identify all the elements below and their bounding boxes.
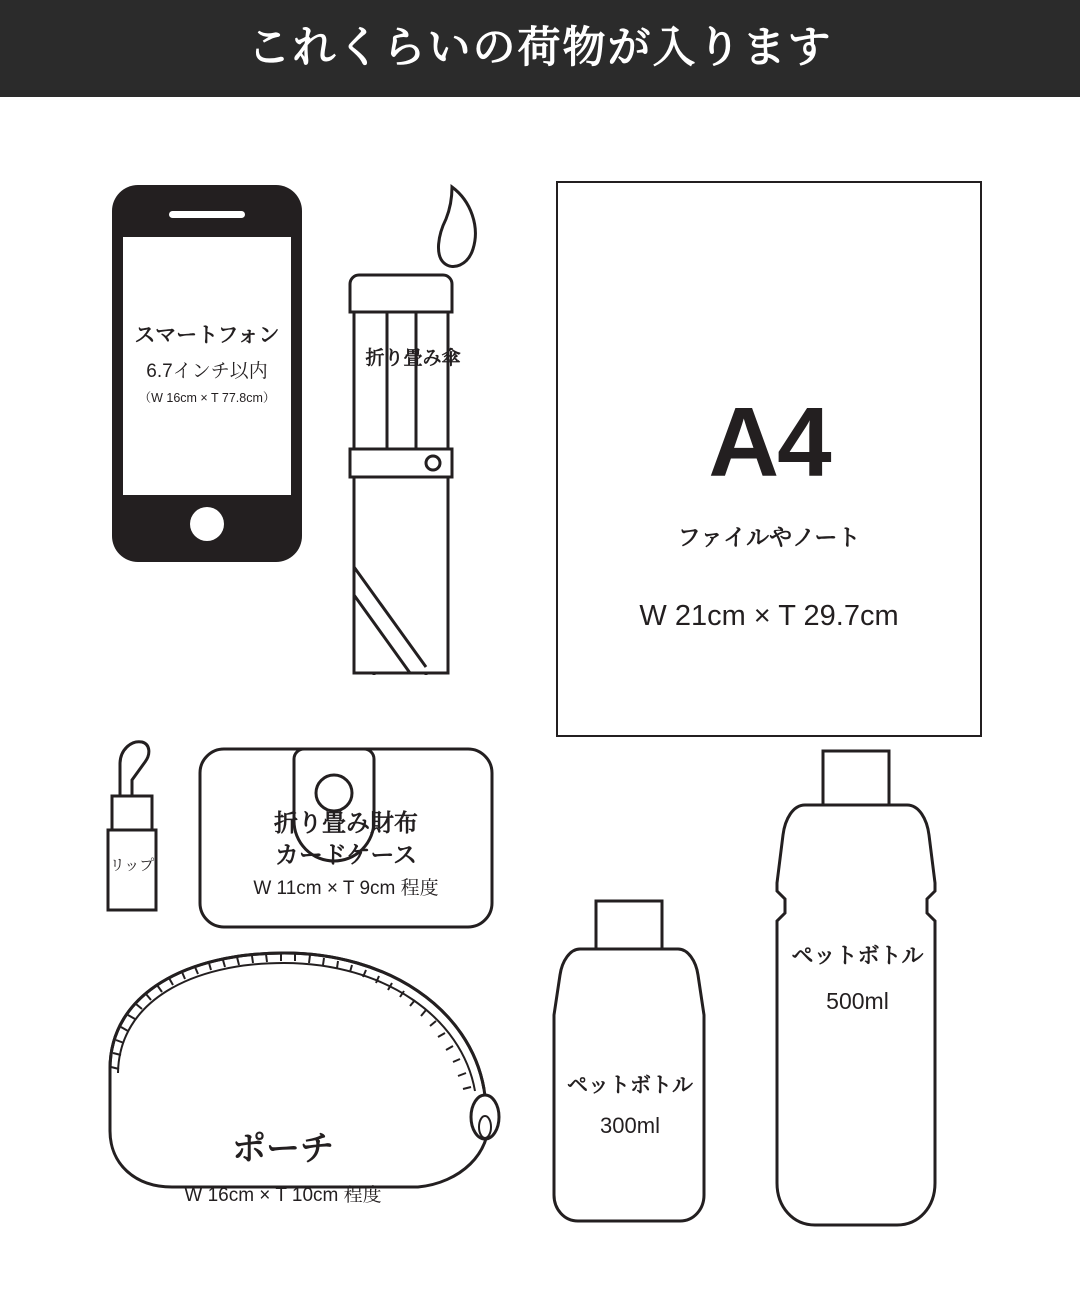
wallet-label-line2: カードケース [274,842,418,869]
bottle-300ml-volume: 300ml [600,1113,660,1138]
pouch-illustration [88,949,508,1239]
umbrella-label: 折り畳み傘 [365,348,461,369]
a4-sheet-illustration [556,181,982,737]
umbrella-illustration [340,175,500,675]
phone-speaker-icon [169,211,245,218]
pouch-dimensions: W 16cm × T 10cm 程度 [184,1185,382,1206]
lipstick-illustration [95,734,169,914]
items-diagram [0,97,1080,1296]
bottle-500ml-label: ペットボトル [791,943,924,968]
phone-home-button-icon [190,507,224,541]
bottle-300ml-label: ペットボトル [567,1074,693,1097]
bottle-300ml-illustration [550,897,710,1227]
wallet-label-line1: 折り畳み財布 [274,810,418,837]
page-header [0,0,1080,97]
smartphone-illustration [112,185,302,562]
pouch-label: ポーチ [232,1130,334,1168]
bottle-500ml-volume: 500ml [826,988,889,1014]
smartphone-label: スマートフォン [134,324,280,347]
smartphone-size: 6.7インチ以内 [146,361,268,382]
wallet-dimensions: W 11cm × T 9cm 程度 [253,878,439,899]
a4-title: A4 [708,387,830,497]
bottle-500ml-illustration [765,747,950,1237]
a4-subtitle: ファイルやノート [677,524,861,550]
a4-dimensions: W 21cm × T 29.7cm [639,600,899,632]
smartphone-dimensions: （W 16cm × T 77.8cm） [138,391,276,405]
lipstick-label: リップ [109,857,155,874]
wallet-illustration [186,715,506,931]
page-title: これくらいの荷物が入ります [247,24,833,72]
